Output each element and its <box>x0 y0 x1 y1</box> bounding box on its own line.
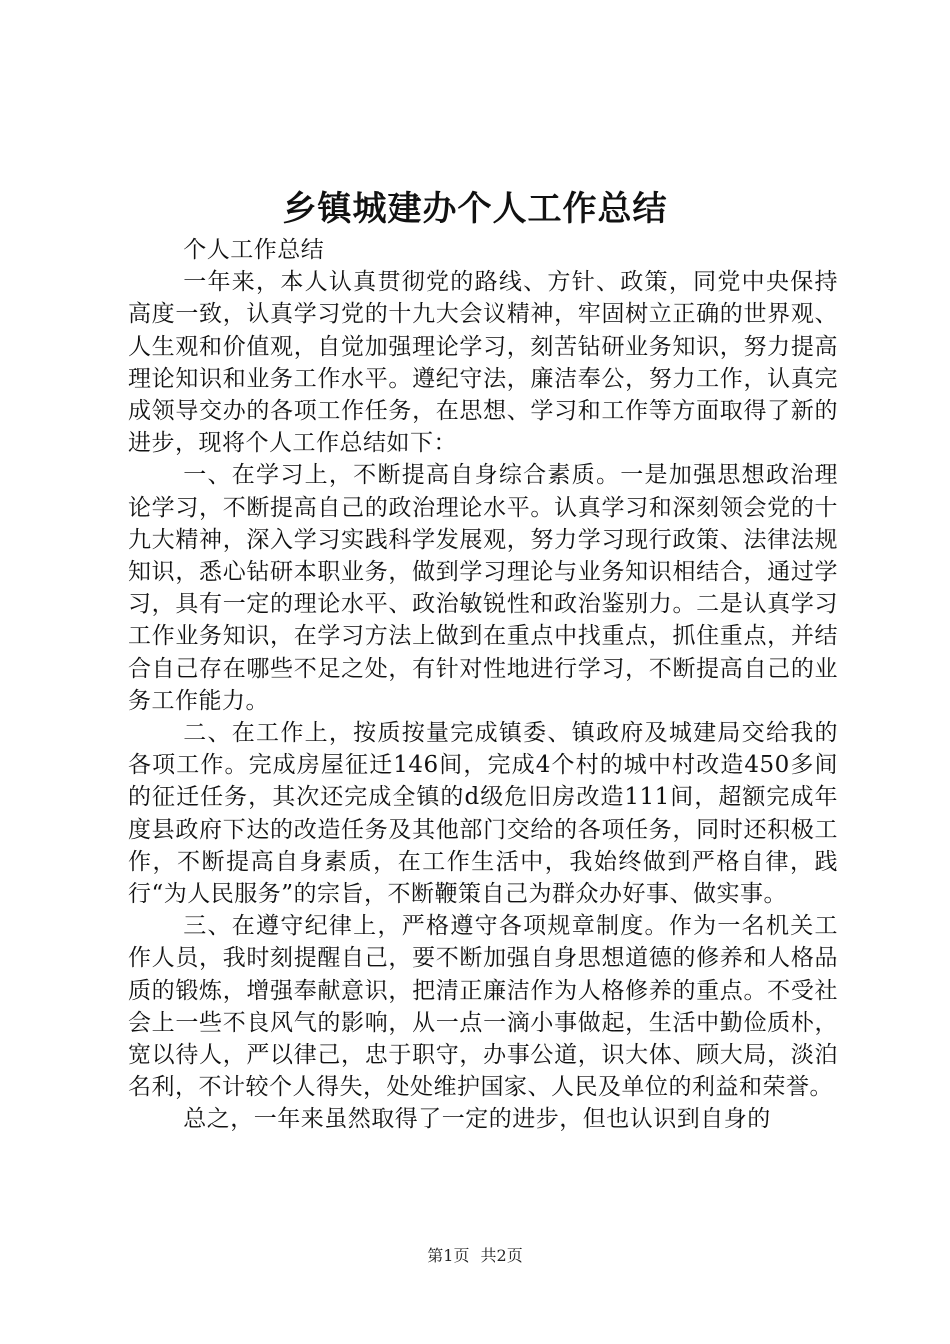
paragraph-summary: 总之，一年来虽然取得了一定的进步，但也认识到自身的 <box>183 1106 771 1133</box>
page-number: 第1页 <box>427 1246 470 1265</box>
page-footer <box>0 1243 950 1266</box>
paragraph-subtitle: 个人工作总结 <box>183 237 325 263</box>
document-body <box>128 234 838 1136</box>
paragraph-study: 一、在学习上，不断提高自身综合素质。一是加强思想政治理论学习，不断提高自己的政治理论水平。认真学习和深刻领会党的十九大精神，深入学习实践科学发展观，努力学习现行政策、法律法规知识，悉心钻研本职业务，做到学习理论与业务知识相结合，通过学习，具有一定的理论水平、政治敏锐性和政治鉴别力。二是认真学习工作业务知识，在学习方法上做到在重点中找重点，抓住重点，并结合自己存在哪些不足之处，有针对性地进行学习，不断提高自己的业务工作能力。 <box>128 462 838 714</box>
page-total: 共2页 <box>480 1246 523 1265</box>
paragraph-discipline: 三、在遵守纪律上，严格遵守各项规章制度。作为一名机关工作人员，我时刻提醒自己，要不断加强自身思想道德的修养和人格品质的锻炼，增强奉献意识，把清正廉洁作为人格修养的重点。不受社会上一些不良风气的影响，从一点一滴小事做起，生活中勤俭质朴，宽以待人，严以律己，忠于职守，办事公道，识大体、顾大局，淡泊名利，不计较个人得失，处处维护国家、人民及单位的利益和荣誉。 <box>128 913 838 1101</box>
document-title: 乡镇城建办个人工作总结 <box>282 189 668 229</box>
paragraph-intro: 一年来，本人认真贯彻党的路线、方针、政策，同党中央保持高度一致，认真学习党的十九大会议精神，牢固树立正确的世界观、人生观和价值观，自觉加强理论学习，刻苦钻研业务知识，努力提高理论知识和业务工作水平。遵纪守法，廉洁奉公，努力工作，认真完成领导交办的各项工作任务，在思想、学习和工作等方面取得了新的进步，现将个人工作总结如下： <box>128 269 838 457</box>
paragraph-work: 二、在工作上，按质按量完成镇委、镇政府及城建局交给我的各项工作。完成房屋征迁146间，完成4个村的城中村改造450多间的征迁任务，其次还完成全镇的d级危旧房改造111间，超额完成年度县政府下达的改造任务及其他部门交给的各项任务，同时还积极工作，不断提高自身素质，在工作生活中，我始终做到严格自律，践行“为人民服务”的宗旨，不断鞭策自己为群众办好事、做实事。 <box>128 720 838 908</box>
